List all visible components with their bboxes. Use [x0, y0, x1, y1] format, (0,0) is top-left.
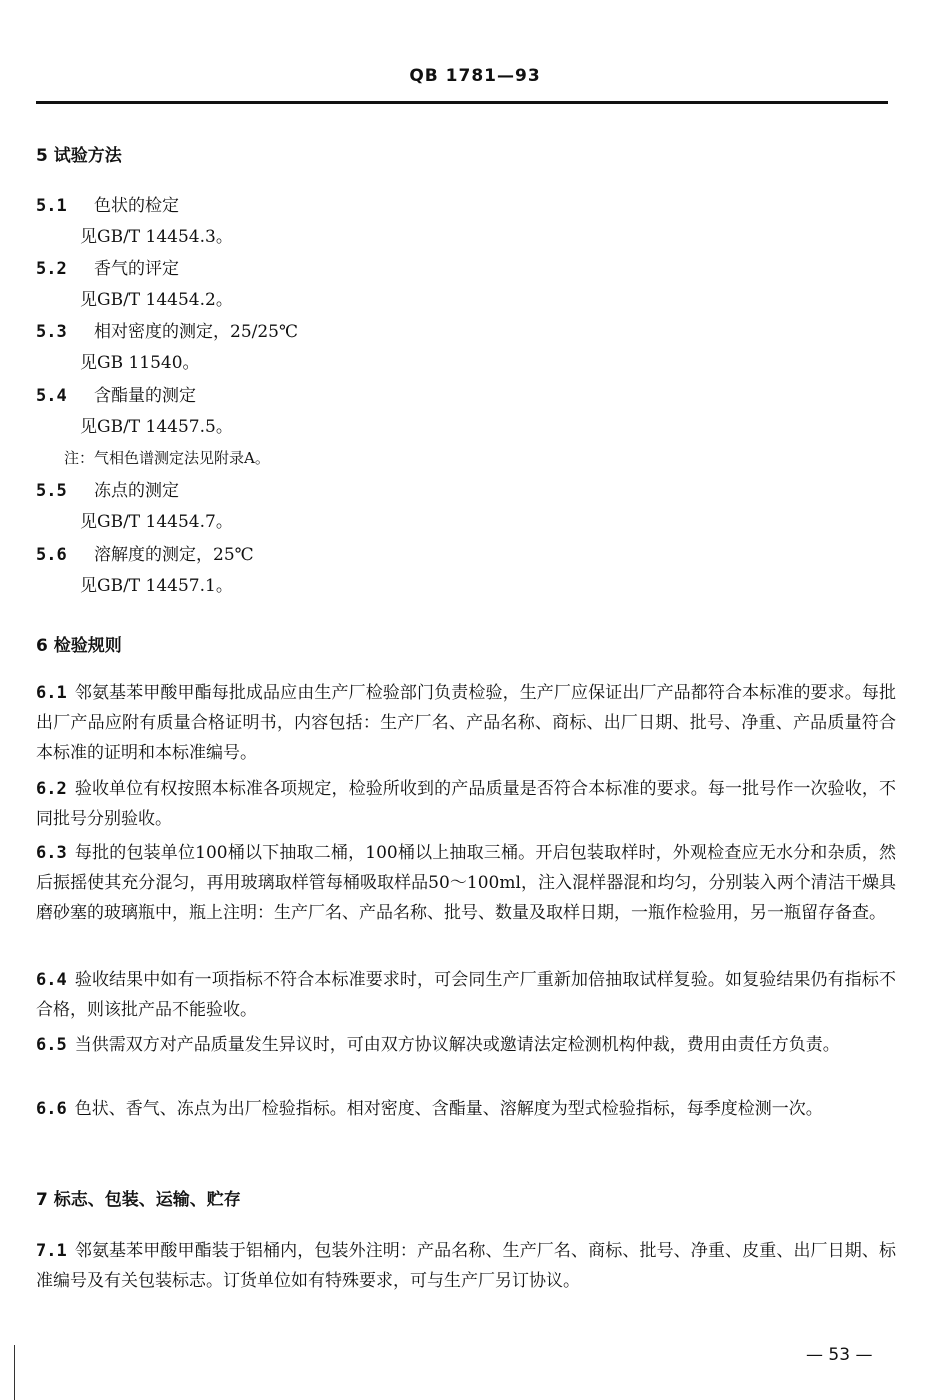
clause-5-5	[36, 481, 179, 501]
clause-number: 5.5	[36, 481, 67, 501]
clause-text: 当供需双方对产品质量发生异议时，可由双方协议解决或邀请法定检测机构仲裁，费用由责任方负责。	[74, 1035, 840, 1055]
section-7-title: 7 标志、包装、运输、贮存	[36, 1190, 241, 1210]
clause-number: 7.1	[36, 1241, 67, 1261]
clause-6-3	[36, 838, 896, 928]
clause-number: 6.4	[36, 970, 67, 990]
clause-5-6-ref: 见GB/T 14457.1。	[80, 576, 233, 596]
clause-6-2	[36, 774, 896, 834]
clause-5-6	[36, 545, 254, 565]
clause-text: 验收单位有权按照本标准各项规定，检验所收到的产品质量是否符合本标准的要求。每一批号作一次验收，不同批号分别验收。	[36, 779, 896, 829]
clause-6-1	[36, 678, 896, 768]
clause-number: 6.3	[36, 843, 67, 863]
clause-5-4-ref: 见GB/T 14457.5。	[80, 417, 233, 437]
clause-text: 验收结果中如有一项指标不符合本标准要求时，可会同生产厂重新加倍抽取试样复验。如复验结果仍有指标不合格，则该批产品不能验收。	[36, 970, 896, 1020]
clause-title: 相对密度的测定，25/25℃	[94, 322, 299, 342]
clause-number: 5.3	[36, 322, 67, 342]
clause-6-6	[36, 1094, 896, 1124]
clause-number: 6.5	[36, 1035, 67, 1055]
header-rule	[36, 101, 888, 104]
clause-title: 含酯量的测定	[94, 386, 196, 406]
clause-title: 色状的检定	[94, 196, 179, 216]
clause-5-2	[36, 259, 179, 279]
section-6-title: 6 检验规则	[36, 636, 122, 656]
clause-5-2-ref: 见GB/T 14454.2。	[80, 290, 233, 310]
clause-text: 每批的包装单位100桶以下抽取二桶，100桶以上抽取三桶。开启包装取样时，外观检查应无水分和杂质，然后振摇使其充分混匀，再用玻璃取样管每桶吸取样品50～100ml，注入混样器混和均匀，分别装入两个清洁干燥具磨砂塞的玻璃瓶中，瓶上注明：生产厂名、产品名称、批号、数量及取样日期，一瓶作检验用，另一瓶留存备查。	[36, 843, 896, 923]
clause-5-3-ref: 见GB 11540。	[80, 353, 200, 373]
clause-title: 冻点的测定	[94, 481, 179, 501]
clause-number: 6.1	[36, 683, 67, 703]
clause-number: 6.6	[36, 1099, 67, 1119]
clause-5-4	[36, 386, 196, 406]
clause-number: 5.6	[36, 545, 67, 565]
clause-7-1	[36, 1236, 896, 1296]
clause-5-3	[36, 322, 298, 342]
clause-text: 色状、香气、冻点为出厂检验指标。相对密度、含酯量、溶解度为型式检验指标，每季度检测一次。	[74, 1099, 823, 1119]
page-number: — 53 —	[806, 1345, 873, 1365]
scan-edge-mark	[14, 1345, 15, 1400]
clause-6-5	[36, 1030, 896, 1060]
clause-5-4-note: 注：气相色谱测定法见附录A。	[64, 449, 270, 467]
clause-number: 6.2	[36, 779, 67, 799]
clause-title: 香气的评定	[94, 259, 179, 279]
clause-5-5-ref: 见GB/T 14454.7。	[80, 512, 233, 532]
clause-5-1	[36, 196, 179, 216]
clause-number: 5.4	[36, 386, 67, 406]
section-5-title: 5 试验方法	[36, 146, 122, 166]
clause-5-1-ref: 见GB/T 14454.3。	[80, 227, 233, 247]
clause-title: 溶解度的测定，25℃	[94, 545, 254, 565]
clause-number: 5.2	[36, 259, 67, 279]
clause-text: 邻氨基苯甲酸甲酯每批成品应由生产厂检验部门负责检验，生产厂应保证出厂产品都符合本标准的要求。每批出厂产品应附有质量合格证明书，内容包括：生产厂名、产品名称、商标、出厂日期、批号、净重、产品质量符合本标准的证明和本标准编号。	[36, 683, 896, 763]
document-code: QB 1781—93	[409, 66, 541, 86]
clause-text: 邻氨基苯甲酸甲酯装于铝桶内，包装外注明：产品名称、生产厂名、商标、批号、净重、皮重、出厂日期、标准编号及有关包装标志。订货单位如有特殊要求，可与生产厂另订协议。	[36, 1241, 896, 1291]
clause-6-4	[36, 965, 896, 1025]
clause-number: 5.1	[36, 196, 67, 216]
